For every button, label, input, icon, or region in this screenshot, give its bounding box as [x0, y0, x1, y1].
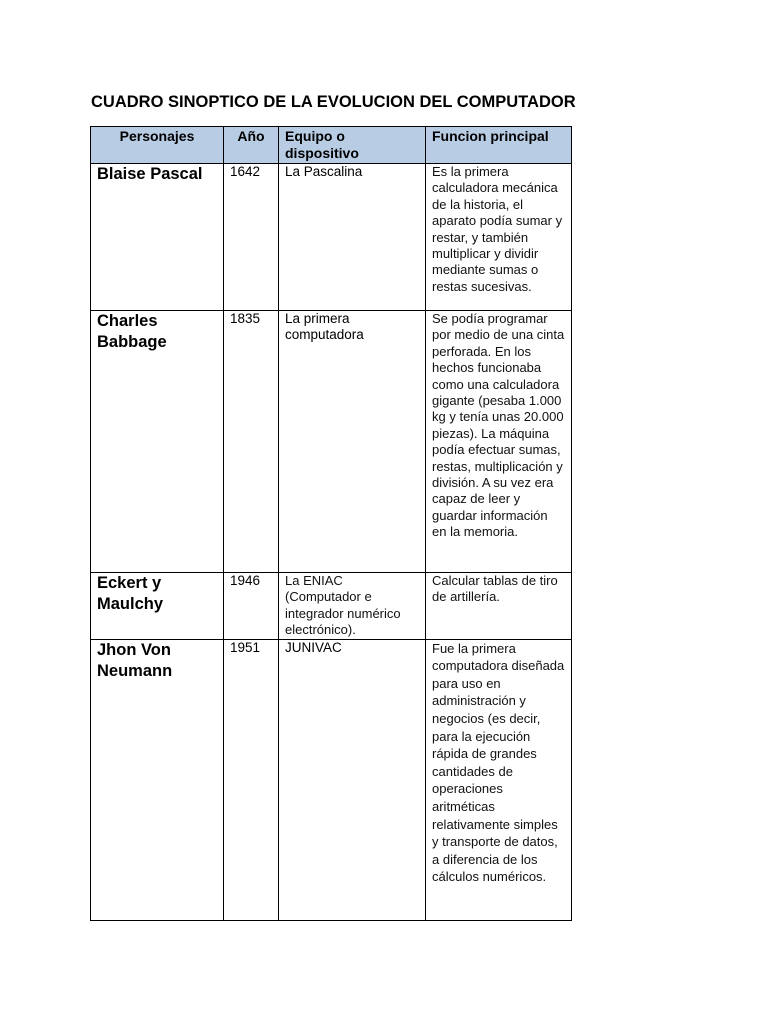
cell-personaje [91, 164, 224, 311]
header-anio-label: Año [237, 128, 265, 144]
table-row [91, 573, 572, 640]
table-row [91, 164, 572, 311]
cell-funcion [426, 311, 572, 573]
cell-equipo [279, 164, 426, 311]
funcion-text: Fue la primera computadora diseñada para uso en administración y negocios (es decir, para la ejecución rápida de grandes cantidades de operaciones aritméticas relativamente simples y transporte de datos, a diferencia de los cálculos numéricos. [432, 640, 565, 885]
funcion-text: Se podía programar por medio de una cinta perforada. En los hechos funcionaba como una calculadora gigante (pesaba 1.000 kg y tenía unas 20.000 piezas). La máquina podía efectuar sumas, restas, multiplicación y división. A su vez era capaz de leer y guardar información en la memoria. [432, 311, 565, 540]
funcion-text: Calcular tablas de tiro de artillería. [432, 573, 558, 605]
cell-funcion [426, 164, 572, 311]
cell-equipo [279, 573, 426, 640]
cell-personaje [91, 639, 224, 920]
cell-anio [224, 639, 279, 920]
header-equipo [279, 127, 426, 164]
cell-funcion [426, 573, 572, 640]
header-equipo-label: Equipo o dispositivo [285, 128, 359, 161]
header-funcion-label: Funcion principal [432, 128, 549, 144]
header-anio [224, 127, 279, 164]
table-row [91, 311, 572, 573]
cell-anio [224, 573, 279, 640]
table-header-row [91, 127, 572, 164]
anio-value: 1642 [230, 164, 261, 179]
cell-equipo [279, 639, 426, 920]
cell-personaje [91, 573, 224, 640]
header-personajes [91, 127, 224, 164]
equipo-value: JUNIVAC [285, 639, 342, 655]
table-row [91, 639, 572, 920]
funcion-text: Es la primera calculadora mecánica de la historia, el aparato podía sumar y restar, y también multiplicar y dividir mediante sumas o restas sucesivas. [432, 164, 563, 294]
cell-equipo [279, 311, 426, 573]
document-title: CUADRO SINOPTICO DE LA EVOLUCION DEL COMPUTADOR [91, 93, 576, 111]
cell-anio [224, 311, 279, 573]
anio-value: 1946 [230, 573, 261, 588]
personaje-name: Blaise Pascal [97, 165, 203, 183]
anio-value: 1951 [230, 639, 261, 655]
personaje-name: Jhon Von Neumann [97, 640, 173, 680]
equipo-value: La primera computadora [285, 311, 364, 343]
cell-anio [224, 164, 279, 311]
header-personajes-label: Personajes [119, 128, 195, 144]
personaje-name: Charles Babbage [97, 312, 167, 351]
anio-value: 1835 [230, 311, 261, 326]
equipo-value: La ENIAC (Computador e integrador numérico electrónico). [285, 573, 401, 638]
equipo-value: La Pascalina [285, 164, 363, 179]
personaje-name: Eckert y Maulchy [97, 574, 164, 613]
header-funcion [426, 127, 572, 164]
cell-personaje [91, 311, 224, 573]
cell-funcion [426, 639, 572, 920]
evolution-table [90, 126, 572, 921]
